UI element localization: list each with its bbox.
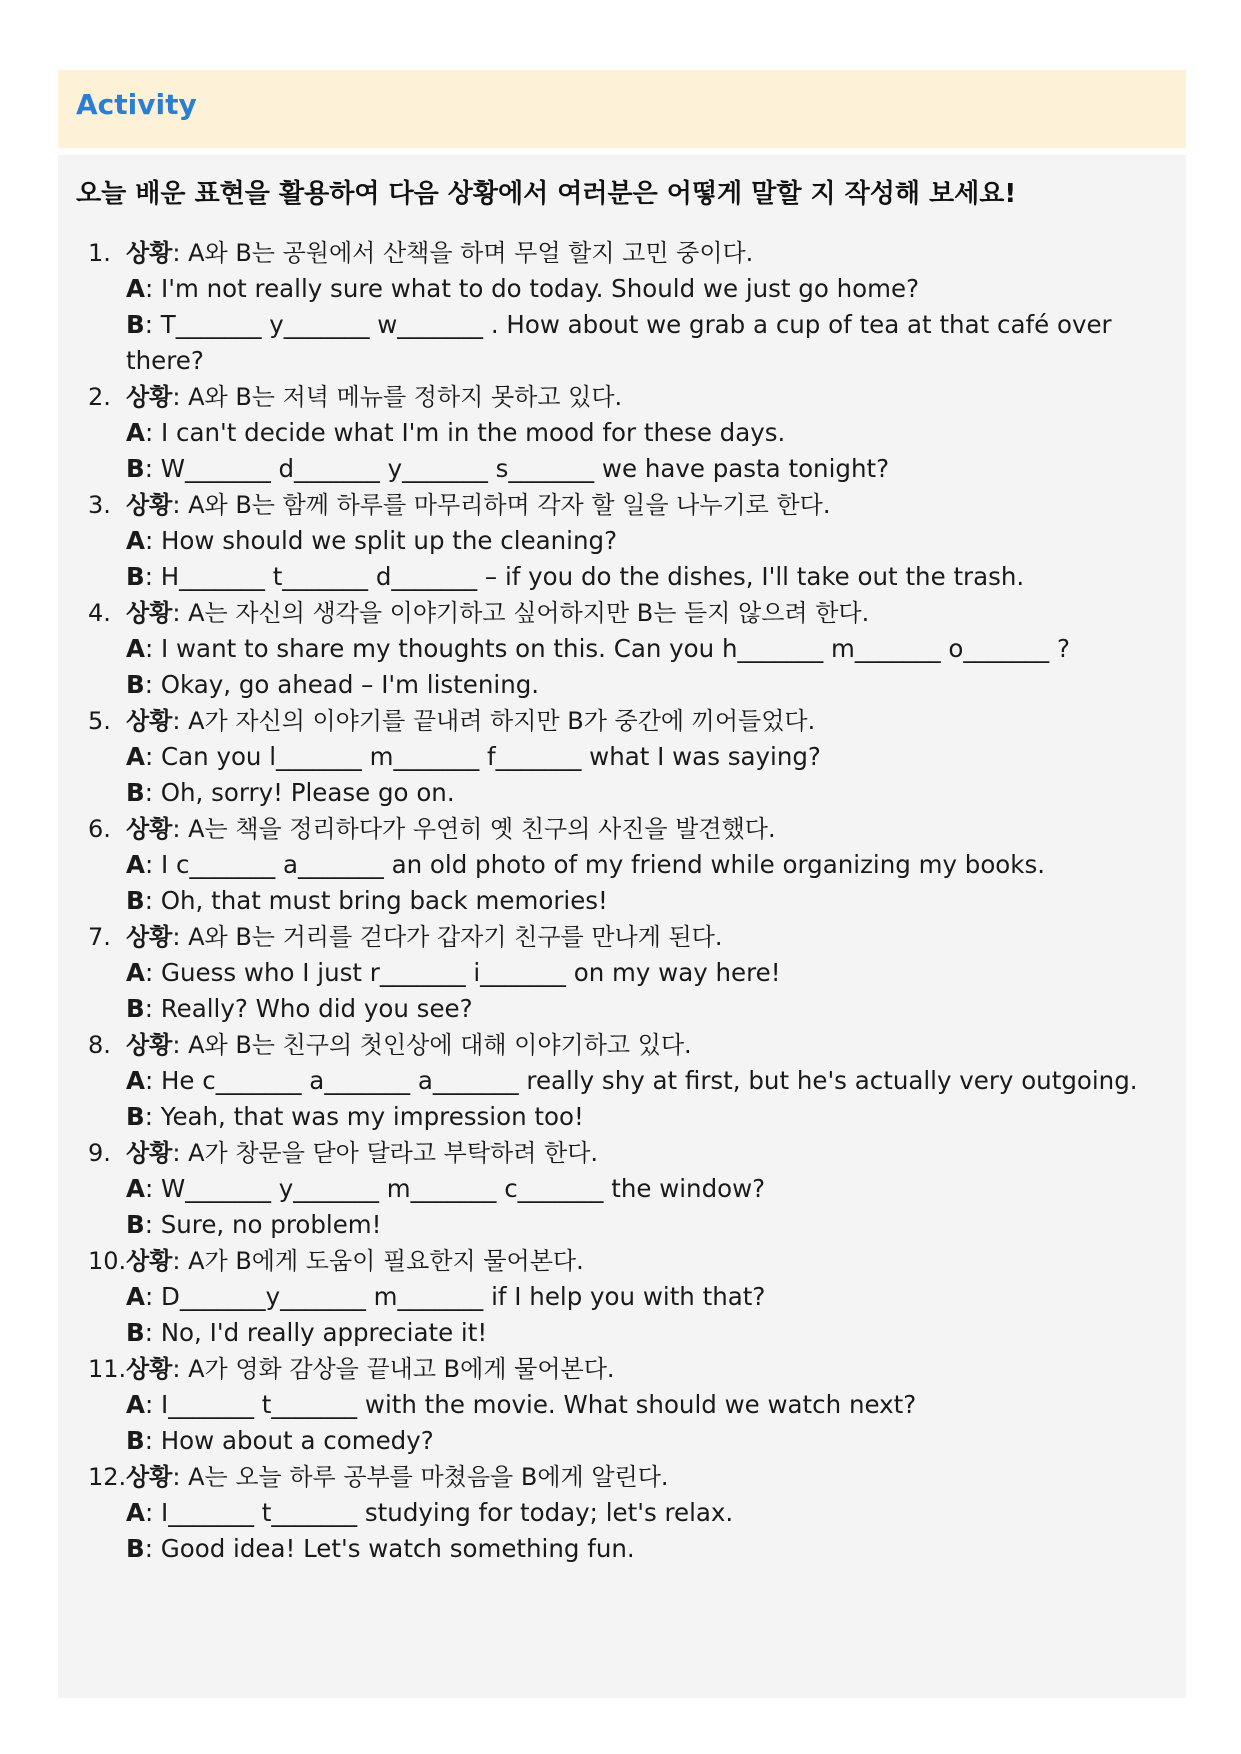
instruction-text: 오늘 배운 표현을 활용하여 다음 상황에서 여러분은 어떻게 말할 지 작성해 보세요! (76, 179, 1017, 209)
situation-label: 상황 (126, 707, 173, 735)
situation-text: : A는 자신의 생각을 이야기하고 싶어하지만 B는 듣지 않으려 한다. (172, 599, 870, 627)
dialogue-text: : He c_______ a_______ a_______ really shy at first, but he's actually very outgoing. (144, 1066, 1138, 1095)
speaker-b-line (126, 1423, 1166, 1459)
activity-header (58, 70, 1186, 148)
speaker-label: B (126, 1534, 145, 1563)
situation-text: : A와 B는 함께 하루를 마무리하며 각자 할 일을 나누기로 한다. (172, 491, 831, 519)
exercise-item (58, 1243, 1186, 1351)
situation-text: : A와 B는 친구의 첫인상에 대해 이야기하고 있다. (172, 1031, 692, 1059)
situation-line (126, 919, 1166, 955)
dialogue-text: : W_______ d_______ y_______ s_______ we have pasta tonight? (144, 454, 890, 483)
speaker-label: A (126, 958, 145, 987)
speaker-b-line (126, 775, 1166, 811)
speaker-b-line (126, 883, 1166, 919)
speaker-a-line (126, 847, 1166, 883)
activity-title: Activity (76, 88, 197, 121)
situation-line (126, 379, 1166, 415)
dialogue-text: : Really? Who did you see? (144, 994, 473, 1023)
speaker-b-line (126, 307, 1166, 379)
exercise-item (58, 919, 1186, 1027)
speaker-label: B (126, 886, 145, 915)
speaker-b-line (126, 991, 1166, 1027)
dialogue-text: : No, I'd really appreciate it! (144, 1318, 488, 1347)
dialogue-text: : Sure, no problem! (144, 1210, 382, 1239)
speaker-label: A (126, 1282, 145, 1311)
exercise-item (58, 703, 1186, 811)
item-number: 11. (88, 1355, 127, 1383)
situation-line (126, 1351, 1166, 1387)
dialogue-text: : Guess who I just r_______ i_______ on my way here! (144, 958, 781, 987)
speaker-a-line (126, 955, 1166, 991)
speaker-b-line (126, 559, 1166, 595)
item-number: 8. (88, 1031, 111, 1059)
item-number: 10. (88, 1247, 127, 1275)
dialogue-text: : D_______y_______ m_______ if I help you with that? (144, 1282, 766, 1311)
dialogue-text: : I'm not really sure what to do today. Should we just go home? (144, 274, 920, 303)
speaker-label: A (126, 1498, 145, 1527)
exercise-item (58, 1027, 1186, 1135)
speaker-b-line (126, 451, 1166, 487)
speaker-a-line (126, 739, 1166, 775)
situation-line (126, 595, 1166, 631)
speaker-label: B (126, 670, 145, 699)
exercise-item (58, 811, 1186, 919)
situation-label: 상황 (126, 1463, 173, 1491)
speaker-label: A (126, 1066, 145, 1095)
situation-label: 상황 (126, 239, 173, 267)
dialogue-text: : I_______ t_______ studying for today; let's relax. (144, 1498, 734, 1527)
dialogue-text: : Oh, sorry! Please go on. (144, 778, 455, 807)
situation-text: : A와 B는 저녁 메뉴를 정하지 못하고 있다. (172, 383, 623, 411)
dialogue-text: : I can't decide what I'm in the mood for these days. (144, 418, 786, 447)
dialogue-text: : Okay, go ahead – I'm listening. (144, 670, 540, 699)
speaker-b-line (126, 1315, 1166, 1351)
situation-line (126, 1243, 1166, 1279)
exercise-item (58, 595, 1186, 703)
speaker-a-line (126, 415, 1166, 451)
speaker-label: A (126, 526, 145, 555)
situation-label: 상황 (126, 923, 173, 951)
exercise-item (58, 1459, 1186, 1567)
item-number: 12. (88, 1463, 127, 1491)
situation-label: 상황 (126, 383, 173, 411)
speaker-a-line (126, 631, 1166, 667)
speaker-label: B (126, 454, 145, 483)
situation-text: : A와 B는 거리를 걷다가 갑자기 친구를 만나게 된다. (172, 923, 723, 951)
situation-line (126, 1135, 1166, 1171)
speaker-b-line (126, 667, 1166, 703)
dialogue-text: : Oh, that must bring back memories! (144, 886, 608, 915)
situation-label: 상황 (126, 1247, 173, 1275)
situation-text: : A는 오늘 하루 공부를 마쳤음을 B에게 알린다. (172, 1463, 669, 1491)
exercise-item (58, 235, 1186, 379)
speaker-label: B (126, 1210, 145, 1239)
speaker-label: A (126, 1174, 145, 1203)
speaker-label: B (126, 1426, 145, 1455)
dialogue-text: : How about a comedy? (144, 1426, 434, 1455)
speaker-label: A (126, 274, 145, 303)
situation-label: 상황 (126, 815, 173, 843)
situation-label: 상황 (126, 1031, 173, 1059)
situation-text: : A가 창문을 닫아 달라고 부탁하려 한다. (172, 1139, 599, 1167)
activity-content (58, 155, 1186, 1698)
situation-label: 상황 (126, 599, 173, 627)
speaker-label: A (126, 418, 145, 447)
situation-line (126, 1459, 1166, 1495)
dialogue-text: : W_______ y_______ m_______ c_______ the window? (144, 1174, 766, 1203)
dialogue-text: : How should we split up the cleaning? (144, 526, 618, 555)
dialogue-text: : I c_______ a_______ an old photo of my friend while organizing my books. (144, 850, 1046, 879)
dialogue-text: : Yeah, that was my impression too! (144, 1102, 584, 1131)
speaker-label: A (126, 634, 145, 663)
situation-text: : A와 B는 공원에서 산책을 하며 무얼 할지 고민 중이다. (172, 239, 754, 267)
situation-text: : A는 책을 정리하다가 우연히 옛 친구의 사진을 발견했다. (172, 815, 776, 843)
exercise-item (58, 1351, 1186, 1459)
situation-text: : A가 B에게 도움이 필요한지 물어본다. (172, 1247, 584, 1275)
item-number: 7. (88, 923, 111, 951)
exercise-list (58, 235, 1186, 1567)
speaker-label: B (126, 562, 145, 591)
item-number: 6. (88, 815, 111, 843)
item-number: 1. (88, 239, 111, 267)
item-number: 3. (88, 491, 111, 519)
speaker-label: B (126, 994, 145, 1023)
speaker-a-line (126, 271, 1166, 307)
situation-label: 상황 (126, 491, 173, 519)
speaker-label: B (126, 778, 145, 807)
speaker-label: B (126, 1318, 145, 1347)
item-number: 9. (88, 1139, 111, 1167)
dialogue-text: : T_______ y_______ w_______ . How about we grab a cup of tea at that café over there? (126, 310, 1112, 375)
speaker-b-line (126, 1099, 1166, 1135)
dialogue-text: : Can you l_______ m_______ f_______ what I was saying? (144, 742, 821, 771)
speaker-a-line (126, 523, 1166, 559)
speaker-b-line (126, 1207, 1166, 1243)
situation-line (126, 1027, 1166, 1063)
item-number: 5. (88, 707, 111, 735)
situation-line (126, 703, 1166, 739)
speaker-label: A (126, 1390, 145, 1419)
situation-label: 상황 (126, 1139, 173, 1167)
dialogue-text: : H_______ t_______ d_______ – if you do the dishes, I'll take out the trash. (144, 562, 1025, 591)
situation-text: : A가 영화 감상을 끝내고 B에게 물어본다. (172, 1355, 615, 1383)
speaker-a-line (126, 1279, 1166, 1315)
dialogue-text: : Good idea! Let's watch something fun. (144, 1534, 635, 1563)
exercise-item (58, 1135, 1186, 1243)
speaker-a-line (126, 1495, 1166, 1531)
situation-line (126, 487, 1166, 523)
situation-text: : A가 자신의 이야기를 끝내려 하지만 B가 중간에 끼어들었다. (172, 707, 816, 735)
situation-line (126, 811, 1166, 847)
exercise-item (58, 487, 1186, 595)
item-number: 2. (88, 383, 111, 411)
dialogue-text: : I_______ t_______ with the movie. What should we watch next? (144, 1390, 917, 1419)
speaker-label: B (126, 1102, 145, 1131)
speaker-b-line (126, 1531, 1166, 1567)
exercise-item (58, 379, 1186, 487)
speaker-a-line (126, 1387, 1166, 1423)
item-number: 4. (88, 599, 111, 627)
speaker-a-line (126, 1063, 1166, 1099)
speaker-label: B (126, 310, 145, 339)
dialogue-text: : I want to share my thoughts on this. Can you h_______ m_______ o_______ ? (144, 634, 1070, 663)
speaker-label: A (126, 850, 145, 879)
speaker-a-line (126, 1171, 1166, 1207)
situation-line (126, 235, 1166, 271)
speaker-label: A (126, 742, 145, 771)
situation-label: 상황 (126, 1355, 173, 1383)
